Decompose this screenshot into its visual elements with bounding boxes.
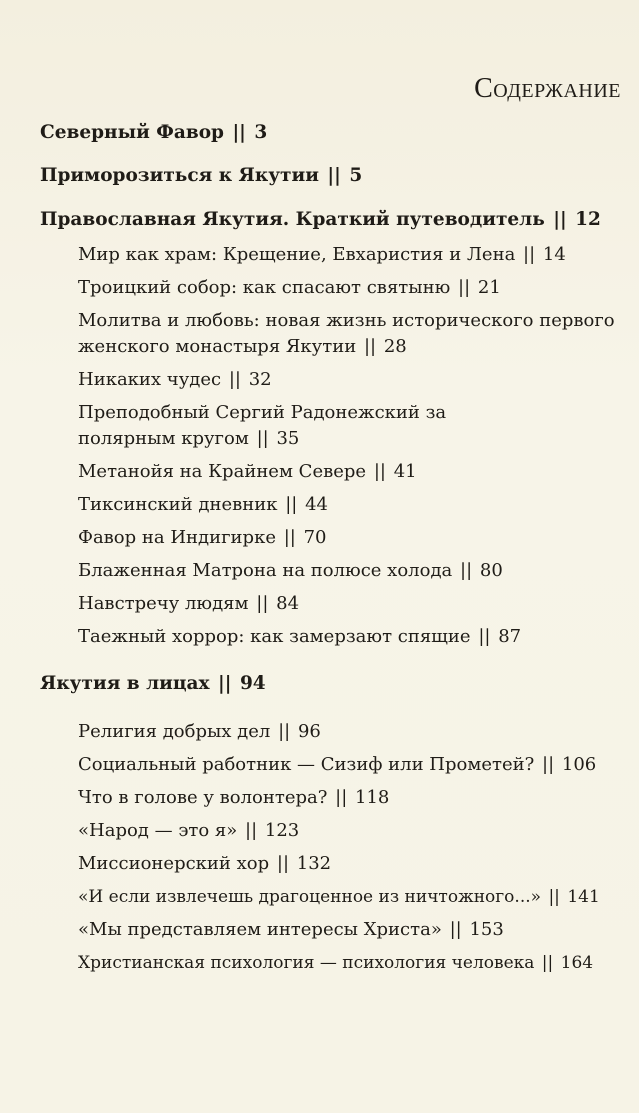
toc-separator: || (232, 122, 246, 143)
toc-separator: || (478, 626, 491, 647)
toc-page-number: 70 (303, 527, 327, 548)
toc-subentry (40, 851, 630, 877)
toc-separator: || (228, 369, 241, 390)
toc-entry-title: Социальный работник — Сизиф или Прометей? (78, 754, 535, 775)
page-title: Содержание (474, 73, 621, 104)
toc-page-number: 28 (383, 336, 407, 357)
toc-subentry (40, 275, 630, 301)
toc-page-number: 80 (479, 560, 503, 581)
toc-subentry (40, 400, 468, 452)
toc-subentry (40, 308, 618, 360)
toc-page-number: 35 (276, 428, 300, 449)
toc-subentry (40, 884, 630, 910)
toc-entry-title: Православная Якутия. Краткий путеводитель (40, 209, 545, 230)
toc-subentry (40, 719, 630, 745)
toc-entry (40, 207, 630, 233)
toc-subentry (40, 818, 630, 844)
toc-entry-title: Религия добрых дел (78, 721, 271, 742)
toc-subentry (40, 917, 630, 943)
toc-page-number: 123 (264, 820, 300, 841)
toc-entry-title: Фавор на Индигирке (78, 527, 276, 548)
toc-separator: || (542, 754, 555, 775)
toc-page-number: 106 (561, 754, 597, 775)
toc-subentry (40, 242, 630, 268)
toc-separator: || (283, 527, 296, 548)
toc-page-number: 132 (296, 853, 332, 874)
toc-page-number: 12 (575, 209, 601, 230)
toc-subentry (40, 525, 630, 551)
toc-entry-title: Северный Фавор (40, 122, 224, 143)
toc-page-number: 84 (276, 593, 300, 614)
toc-entry-title: Миссионерский хор (78, 853, 270, 874)
toc-subentry (40, 785, 630, 811)
toc-separator: || (327, 165, 341, 186)
toc-subentry (40, 624, 630, 650)
toc-separator: || (548, 887, 560, 907)
toc-entry-title: Тиксинский дневник (78, 494, 278, 515)
toc-page-number: 153 (469, 919, 504, 940)
toc-entry-title: Никаких чудес (78, 369, 222, 390)
toc-entry-title: Что в голове у волонтера? (78, 787, 328, 808)
toc-separator: || (335, 787, 348, 808)
toc-page-number: 164 (560, 953, 594, 973)
toc-page-number: 44 (305, 494, 329, 515)
toc-entry (40, 671, 630, 697)
toc-entry-title: Молитва и любовь: новая жизнь исторического первого женского монастыря Якутии (78, 310, 615, 357)
table-of-contents (40, 120, 630, 976)
toc-subentry (40, 752, 630, 778)
toc-separator: || (278, 721, 291, 742)
toc-entry-title: Преподобный Сергий Радонежский за полярным кругом (78, 402, 447, 449)
toc-subentry (40, 492, 630, 518)
toc-separator: || (276, 853, 290, 874)
toc-entry-title: «Мы представляем интересы Христа» (78, 919, 442, 940)
toc-separator: || (458, 277, 471, 298)
toc-page-number: 96 (297, 721, 321, 742)
toc-entry (40, 163, 630, 189)
toc-page-number: 14 (542, 244, 566, 265)
toc-separator: || (373, 461, 386, 482)
toc-subentry (40, 950, 630, 976)
toc-separator: || (553, 209, 567, 230)
toc-separator: || (256, 428, 269, 449)
toc-entry (40, 120, 630, 146)
toc-page-number: 118 (355, 787, 390, 808)
toc-entry-title: Метанойя на Крайнем Севере (78, 461, 367, 482)
toc-separator: || (460, 560, 473, 581)
toc-separator: || (449, 919, 462, 940)
toc-page-number: 3 (254, 122, 268, 143)
toc-page-number: 32 (248, 369, 272, 390)
toc-entry-title: Таежный хоррор: как замерзают спящие (78, 626, 471, 647)
toc-entry-title: Христианская психология — психология человека (78, 953, 535, 973)
toc-entry-title: Блаженная Матрона на полюсе холода (78, 560, 453, 581)
toc-separator: || (363, 336, 377, 357)
toc-subentry (40, 367, 630, 393)
toc-separator: || (541, 953, 554, 973)
toc-subentry (40, 558, 630, 584)
toc-page-number: 87 (498, 626, 522, 647)
toc-subentry (40, 459, 630, 485)
toc-separator: || (523, 244, 536, 265)
toc-entry-title: Навстречу людям (78, 593, 249, 614)
toc-entry-title: Якутия в лицах (40, 673, 210, 694)
toc-page-number: 5 (349, 165, 363, 186)
toc-separator: || (218, 673, 232, 694)
toc-subentry (40, 591, 630, 617)
toc-separator: || (256, 593, 269, 614)
toc-entry-title: «И если извлечешь драгоценное из ничтожного...» (78, 887, 542, 907)
toc-entry-title: Троицкий собор: как спасают святыню (78, 277, 451, 298)
toc-separator: || (285, 494, 298, 515)
toc-entry-title: «Народ — это я» (78, 820, 238, 841)
toc-separator: || (245, 820, 258, 841)
toc-page-number: 94 (239, 673, 266, 694)
toc-page-number: 141 (567, 887, 600, 907)
toc-entry-title: Мир как храм: Крещение, Евхаристия и Лена (78, 244, 516, 265)
toc-entry-title: Приморозиться к Якутии (40, 165, 319, 186)
toc-page-number: 41 (393, 461, 417, 482)
toc-page-number: 21 (477, 277, 501, 298)
